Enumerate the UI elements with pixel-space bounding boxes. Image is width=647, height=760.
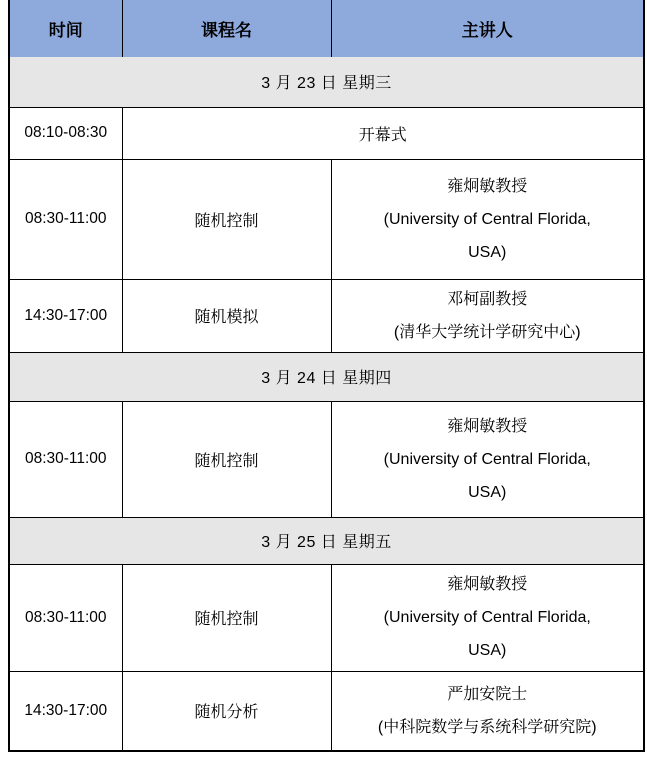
date-label: 3 月 25 日 星期五 <box>9 517 644 564</box>
date-row <box>9 57 644 107</box>
time-cell: 14:30-17:00 <box>9 671 122 751</box>
course-cell: 开幕式 <box>122 107 644 159</box>
speaker-affiliation-line: USA) <box>468 642 507 659</box>
course-cell: 随机控制 <box>122 159 331 279</box>
speaker-affiliation-line: (University of Central Florida, <box>383 609 591 626</box>
speaker-cell <box>331 279 644 352</box>
header-row <box>9 0 644 57</box>
time-cell: 08:30-11:00 <box>9 564 122 671</box>
speaker-name: 雍炯敏教授 <box>447 177 528 195</box>
speaker-name: 邓柯副教授 <box>447 290 528 308</box>
speaker-name: 雍炯敏教授 <box>447 576 528 593</box>
date-label: 3 月 23 日 星期三 <box>9 57 644 107</box>
session-row <box>9 671 644 751</box>
schedule-table <box>8 0 645 752</box>
session-row <box>9 107 644 159</box>
course-cell: 随机控制 <box>122 401 331 517</box>
course-cell: 随机分析 <box>122 671 331 751</box>
time-cell: 08:10-08:30 <box>9 107 122 159</box>
time-cell: 08:30-11:00 <box>9 159 122 279</box>
header-cell-time: 时间 <box>9 0 122 57</box>
session-row <box>9 279 644 352</box>
session-row <box>9 159 644 279</box>
speaker-affiliation-line: (University of Central Florida, <box>383 450 591 468</box>
course-cell: 随机模拟 <box>122 279 331 352</box>
session-row <box>9 564 644 671</box>
speaker-cell <box>331 671 644 751</box>
speaker-affiliation-line: (清华大学统计学研究中心) <box>393 323 581 341</box>
header-cell-speaker: 主讲人 <box>331 0 644 57</box>
time-cell: 08:30-11:00 <box>9 401 122 517</box>
date-row <box>9 517 644 564</box>
speaker-affiliation-line: (University of Central Florida, <box>383 210 591 228</box>
date-row <box>9 352 644 401</box>
date-label: 3 月 24 日 星期四 <box>9 352 644 401</box>
session-row <box>9 401 644 517</box>
time-cell: 14:30-17:00 <box>9 279 122 352</box>
speaker-cell <box>331 159 644 279</box>
speaker-name: 雍炯敏教授 <box>447 417 528 435</box>
speaker-affiliation-line: USA) <box>468 243 507 261</box>
course-cell: 随机控制 <box>122 564 331 671</box>
speaker-affiliation-line: USA) <box>468 483 507 501</box>
speaker-affiliation-line: (中科院数学与系统科学研究院) <box>377 718 597 736</box>
header-cell-course: 课程名 <box>122 0 331 57</box>
speaker-cell <box>331 401 644 517</box>
speaker-cell <box>331 564 644 671</box>
speaker-name: 严加安院士 <box>447 685 528 703</box>
